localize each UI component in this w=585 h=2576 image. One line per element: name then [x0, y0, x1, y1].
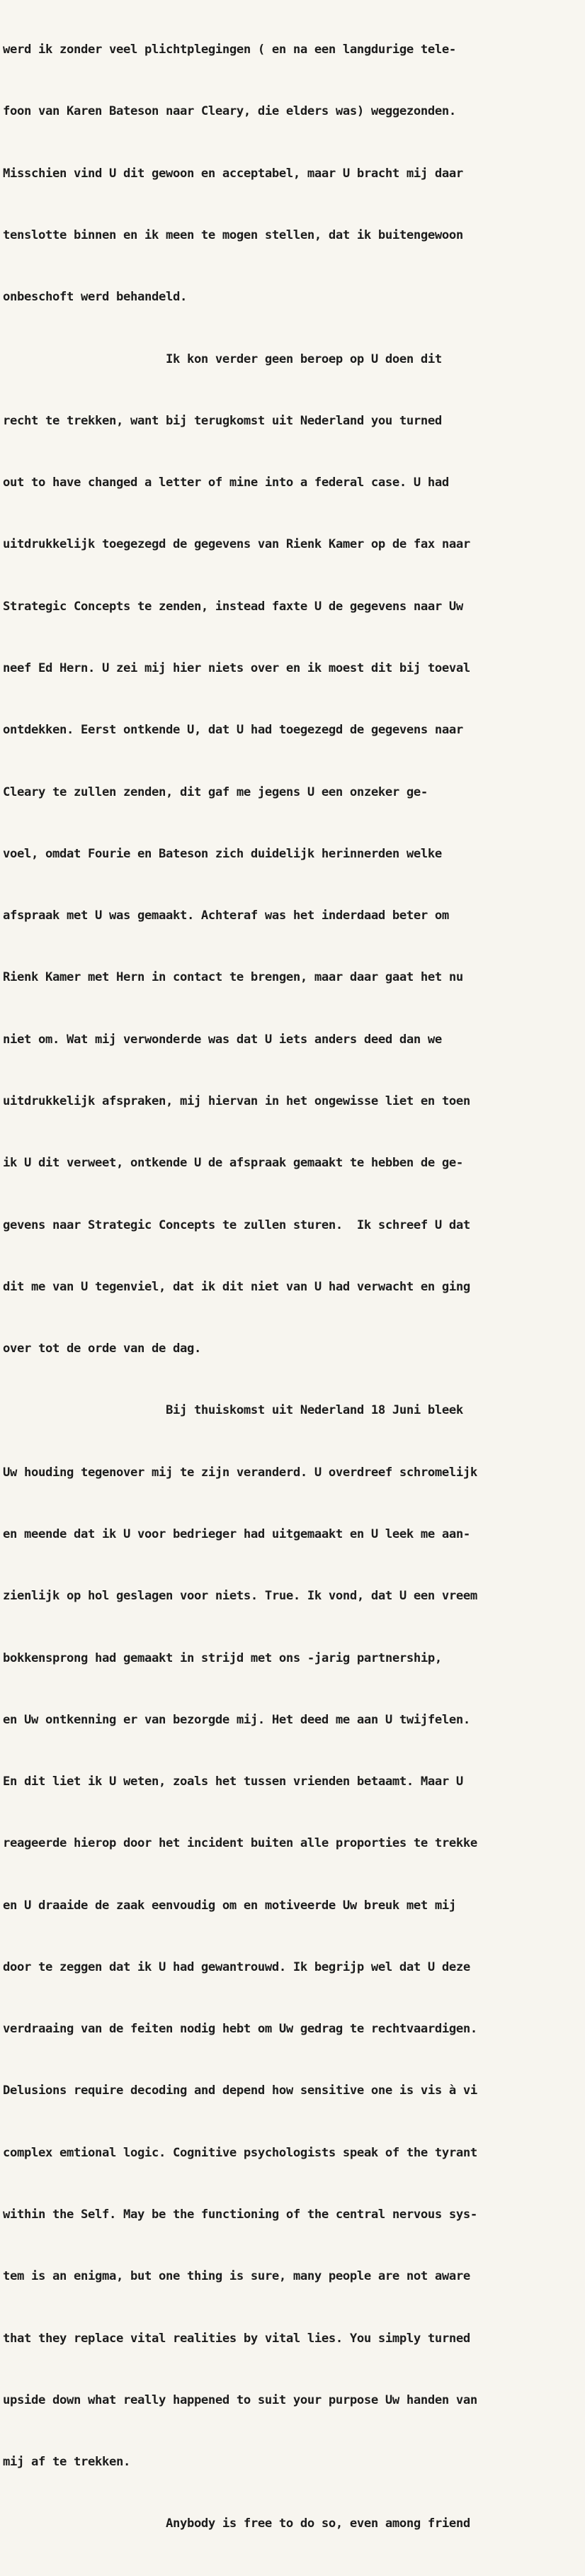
text-line-25: en meende dat ik U voor bedrieger had uitgemaakt en U leek me aan- [3, 1526, 470, 1541]
text-line-32: door te zeggen dat ik U had gewantrouwd. Ik begrijp wel dat U deze [3, 1959, 470, 1974]
text-line-28: en Uw ontkenning er van bezorgde mij. Het deed me aan U twijfelen. [3, 1712, 470, 1727]
text-line-26: zienlijk op hol geslagen voor niets. True. Ik vond, dat U een vreem [3, 1589, 477, 1604]
text-line-40: mij af te trekken. [3, 2455, 130, 2470]
text-line-27: bokkensprong had gemaakt in strijd met ons -jarig partnership, [3, 1650, 442, 1665]
text-line-1: werd ik zonder veel plichtplegingen ( en na een langdurige tele- [3, 43, 456, 57]
text-line-18: uitdrukkelijk afspraken, mij hiervan in het ongewisse liet en toen [3, 1093, 470, 1108]
text-line-31: en U draaide de zaak eenvoudig om en motiveerde Uw breuk met mij [3, 1898, 456, 1913]
text-line-37: tem is an enigma, but one thing is sure, many people are not aware [3, 2269, 470, 2284]
text-line-8: out to have changed a letter of mine into a federal case. U had [3, 476, 449, 490]
text-line-21: dit me van U tegenviel, dat ik dit niet van U had verwacht en ging [3, 1279, 470, 1294]
text-line-34: Delusions require decoding and depend how sensitive one is vis à vi [3, 2083, 477, 2098]
text-line-10: Strategic Concepts te zenden, instead faxte U de gegevens naar Uw [3, 599, 463, 614]
text-line-9: uitdrukkelijk toegezegd de gegevens van Rienk Kamer op de fax naar [3, 537, 470, 552]
text-line-5: onbeschoft werd behandeld. [3, 290, 187, 305]
text-line-29: En dit liet ik U weten, zoals het tussen vrienden betaamt. Maar U [3, 1774, 463, 1789]
text-line-15: afspraak met U was gemaakt. Achteraf was het inderdaad beter om [3, 909, 449, 923]
text-line-19: ik U dit verweet, ontkende U de afspraak gemaakt te hebben de ge- [3, 1156, 463, 1171]
text-line-22: over tot de orde van de dag. [3, 1342, 201, 1356]
text-line-23: Bij thuiskomst uit Nederland 18 Juni bleek [3, 1403, 463, 1418]
text-line-39: upside down what really happened to suit your purpose Uw handen van [3, 2392, 477, 2407]
text-line-17: niet om. Wat mij verwonderde was dat U iets anders deed dan we [3, 1032, 442, 1047]
text-line-20: gevens naar Strategic Concepts te zullen sturen. Ik schreef U dat [3, 1217, 470, 1232]
text-line-13: Cleary te zullen zenden, dit gaf me jegens U een onzeker ge- [3, 784, 428, 799]
text-line-12: ontdekken. Eerst ontkende U, dat U had toegezegd de gegevens naar [3, 723, 463, 738]
text-line-6: Ik kon verder geen beroep op U doen dit [3, 351, 442, 366]
text-line-11: neef Ed Hern. U zei mij hier niets over en ik moest dit bij toeval [3, 661, 470, 675]
letter-body [3, 0, 585, 2576]
text-line-2: foon van Karen Bateson naar Cleary, die elders was) weggezonden. [3, 104, 456, 119]
text-line-41: Anybody is free to do so, even among friend [3, 2516, 470, 2531]
text-line-30: reageerde hierop door het incident buiten alle proporties te trekke [3, 1836, 477, 1851]
text-line-33: verdraaing van de feiten nodig hebt om Uw gedrag te rechtvaardigen. [3, 2022, 477, 2037]
text-line-4: tenslotte binnen en ik meen te mogen stellen, dat ik buitengewoon [3, 228, 463, 243]
text-line-35: complex emtional logic. Cognitive psychologists speak of the tyrant [3, 2145, 477, 2160]
text-line-24: Uw houding tegenover mij te zijn veranderd. U overdreef schromelijk [3, 1465, 477, 1480]
text-line-38: that they replace vital realities by vital lies. You simply turned [3, 2331, 470, 2346]
text-line-36: within the Self. May be the functioning of the central nervous sys- [3, 2207, 477, 2222]
text-line-14: voel, omdat Fourie en Bateson zich duidelijk herinnerden welke [3, 846, 442, 861]
text-line-16: Rienk Kamer met Hern in contact te brengen, maar daar gaat het nu [3, 970, 463, 985]
text-line-3: Misschien vind U dit gewoon en acceptabel, maar U bracht mij daar [3, 166, 463, 181]
text-line-7: recht te trekken, want bij terugkomst uit Nederland you turned [3, 413, 442, 428]
